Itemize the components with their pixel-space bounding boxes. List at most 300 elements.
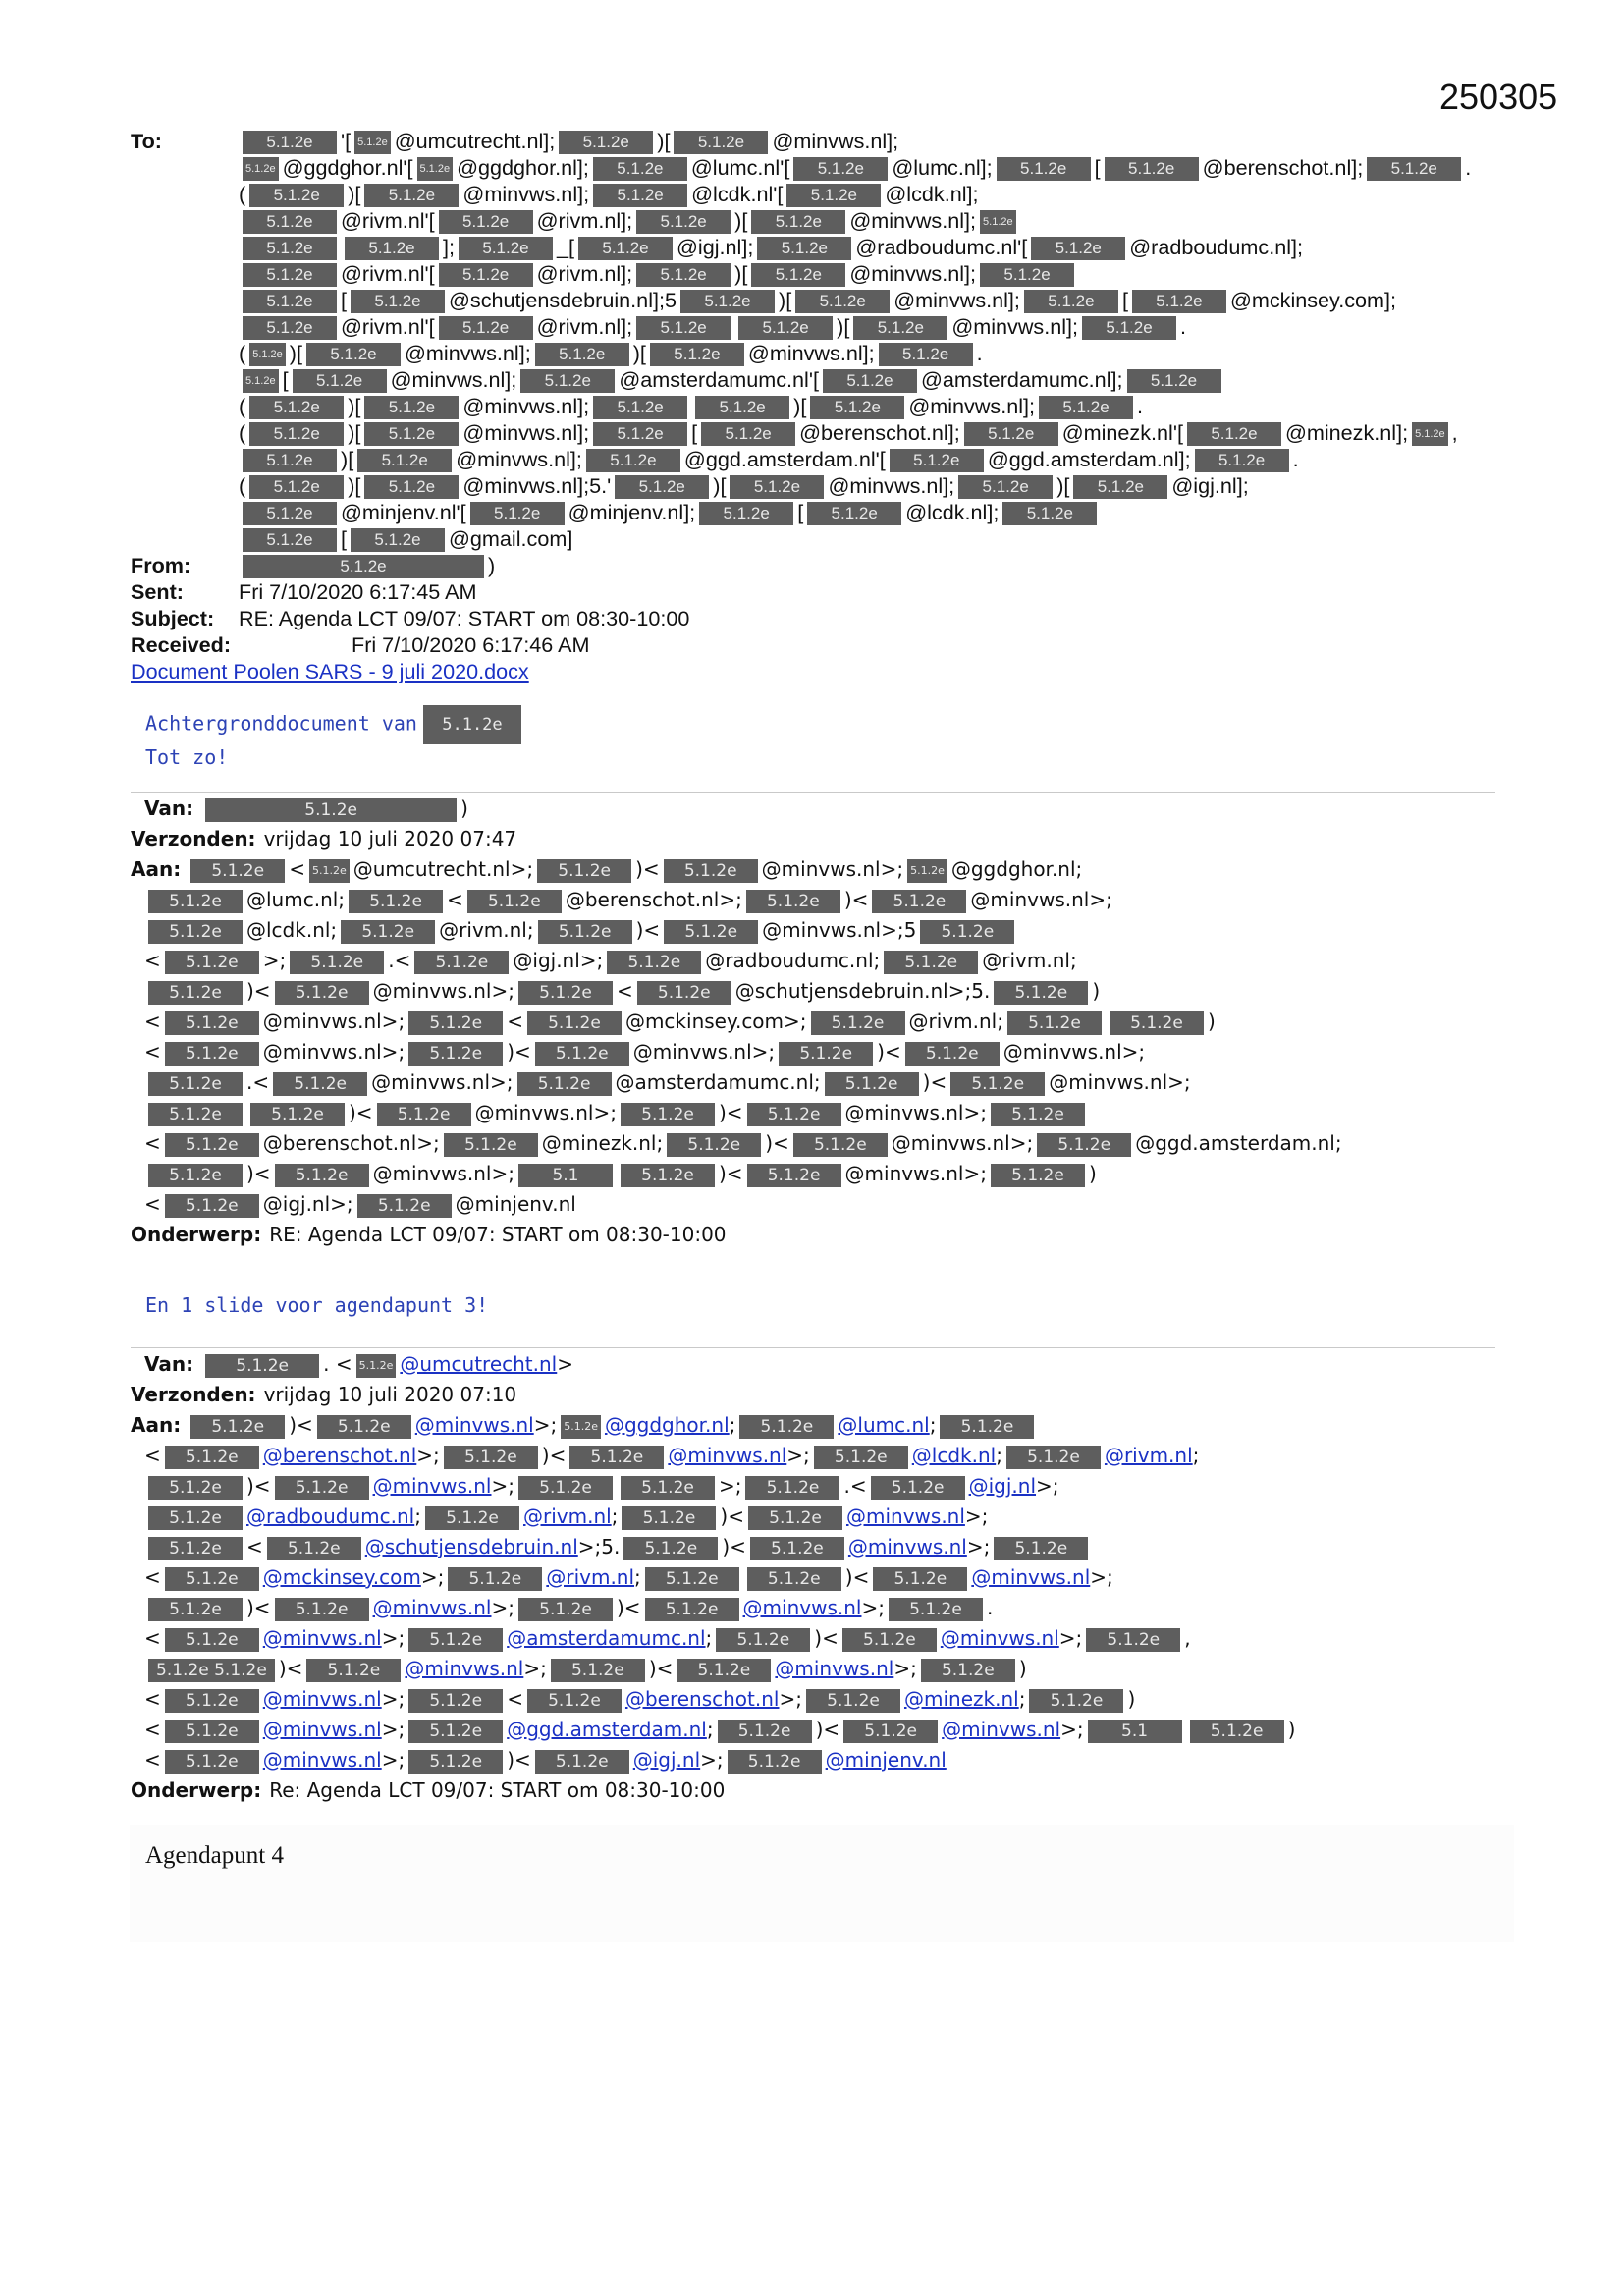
- recipient-text: .<: [246, 1070, 270, 1094]
- redaction: 5.1.2e: [739, 1415, 834, 1439]
- recipient-text: >;: [1058, 1626, 1083, 1650]
- recipient-text: >;: [491, 1596, 514, 1619]
- redaction: 5.1.2e: [417, 157, 454, 181]
- redaction: 5.1.2e: [1367, 157, 1461, 181]
- redaction: 5.1.2e: [793, 157, 888, 181]
- redaction: 5.1.2e: [607, 951, 701, 974]
- recipient-text: [: [797, 500, 804, 524]
- redaction: 5.1.2e: [871, 1476, 965, 1500]
- recipient-text: <: [246, 1535, 263, 1558]
- redaction: 5.1.2e: [444, 1446, 538, 1469]
- recipient-text: .<: [388, 949, 411, 972]
- recipient-text: @berenschot.nl>;: [262, 1131, 440, 1155]
- redaction: 5.1.2e: [745, 1476, 839, 1500]
- redaction: 5.1.2e: [950, 1072, 1045, 1096]
- recipient-text: @minvws.nl];: [462, 182, 590, 206]
- recipient-text: )<: [720, 1504, 744, 1528]
- redaction: 5.1.2e: [408, 1750, 503, 1774]
- recipient-text: ];: [443, 235, 455, 259]
- recipient-line: [131, 446, 1515, 472]
- subject-row: [131, 605, 1515, 631]
- redaction: 5.1.2e: [273, 1072, 367, 1096]
- recipient-text: .: [1180, 314, 1187, 339]
- redaction: 5.1: [1088, 1720, 1182, 1743]
- redaction: 5.1.2e: [645, 1567, 739, 1591]
- recipient-line: [131, 525, 1515, 552]
- email3-body: Agendapunt 4: [145, 1842, 284, 1869]
- recipient-text: @rivm.nl];: [536, 208, 633, 233]
- from-tail: ): [488, 553, 496, 577]
- recipient-line: [131, 472, 1515, 499]
- email-link[interactable]: @rivm.nl: [1104, 1444, 1193, 1467]
- redaction: 5.1.2e: [148, 920, 243, 944]
- recipient-text: >;: [523, 1657, 547, 1680]
- recipient-text: (: [239, 182, 246, 206]
- recipient-text: @radboudumc.nl'[: [855, 235, 1028, 259]
- redaction: 5.1.2e: [165, 1628, 259, 1652]
- redaction: 5.1.2e: [645, 1598, 739, 1621]
- recipient-text: >;: [1060, 1718, 1084, 1741]
- van-tail: ): [460, 796, 468, 820]
- redaction: 5.1.2e: [728, 1750, 822, 1774]
- redaction: 5.1.2e: [1029, 1689, 1123, 1713]
- recipient-text: )<: [922, 1070, 947, 1094]
- van-row: [131, 793, 1517, 824]
- email-link[interactable]: @minvws.nl: [414, 1413, 534, 1437]
- redaction: 5.1.2e: [165, 1567, 259, 1591]
- recipient-line: [131, 1189, 1517, 1220]
- van-label: Van:: [144, 796, 194, 820]
- recipient-text: @minvws.nl>;: [844, 1101, 987, 1124]
- redaction: 5.1.2e: [1132, 290, 1226, 313]
- recipient-text: ): [1088, 1162, 1097, 1185]
- redaction: 5.1.2e: [751, 263, 845, 287]
- email-link[interactable]: @minvws.nl: [775, 1657, 894, 1680]
- redaction: 5.1.2e: [341, 920, 435, 944]
- redaction: 5.1.2e: [637, 981, 731, 1005]
- redaction: 5.1.2e: [636, 210, 731, 234]
- redaction: 5.1.2e: [593, 157, 687, 181]
- recipient-text: @rivm.nl;: [439, 918, 534, 942]
- recipient-text: >;: [1090, 1565, 1113, 1589]
- subject-label: Subject:: [131, 606, 215, 630]
- recipient-text: @ggdghor.nl];: [457, 155, 589, 180]
- recipient-text: @lumc.nl'[: [690, 155, 790, 180]
- redaction: 5.1.2e: [243, 210, 337, 234]
- recipient-text: )<: [246, 1596, 271, 1619]
- recipient-text: >;: [577, 1535, 602, 1558]
- recipient-line: [131, 1128, 1517, 1159]
- redaction: 5.1.2e: [349, 890, 443, 913]
- recipient-text: )[: [348, 420, 361, 445]
- recipient-text: )<: [278, 1657, 303, 1680]
- email-link[interactable]: @minvws.nl: [742, 1596, 862, 1619]
- redaction: 5.1.2e: [699, 502, 793, 525]
- email-link[interactable]: @minvws.nl: [262, 1748, 382, 1772]
- redaction: 5.1.2e: [249, 184, 344, 207]
- recipient-text: @ggdghor.nl'[: [282, 155, 413, 180]
- recipient-line: [131, 234, 1515, 260]
- redaction: 5.1.2e: [667, 1133, 761, 1157]
- redaction: 5.1.2e: [890, 449, 984, 472]
- redaction: 5.1.2e: [408, 1720, 503, 1743]
- redaction: 5.1.2e: [148, 1506, 243, 1530]
- recipient-text: <: [144, 1131, 161, 1155]
- recipient-text: @amsterdamumc.nl'[: [619, 367, 819, 392]
- recipient-text: @minvws.nl>;: [1049, 1070, 1191, 1094]
- recipient-text: @igj.nl>;: [513, 949, 604, 972]
- received-value: Fri 7/10/2020 6:17:46 AM: [352, 632, 590, 657]
- redaction: 5.1.2e: [243, 290, 337, 313]
- email-link[interactable]: @minvws.nl: [847, 1535, 967, 1558]
- recipient-text: <: [144, 1192, 161, 1216]
- redaction: 5.1.2e: [905, 1042, 1000, 1066]
- redaction: 5.1.2e: [357, 1194, 452, 1218]
- recipient-text: @ggd.amsterdam.nl;: [1135, 1131, 1342, 1155]
- recipient-text: 5: [903, 918, 917, 942]
- recipient-text: @minvws.nl>;: [844, 1162, 987, 1185]
- email-link[interactable]: @minvws.nl: [668, 1444, 787, 1467]
- divider: [131, 1347, 1495, 1348]
- recipient-text: ;: [1192, 1444, 1200, 1467]
- email-link[interactable]: @igj.nl: [632, 1748, 701, 1772]
- redaction: 5.1.2e: [1024, 290, 1118, 313]
- redaction: 5.1.2e: [306, 343, 401, 366]
- redaction: 5.1.2e: [293, 369, 387, 393]
- recipient-text: )[: [837, 314, 850, 339]
- recipient-line: [131, 1562, 1517, 1593]
- email-link[interactable]: @amsterdamumc.nl: [507, 1626, 706, 1650]
- email-link[interactable]: @lumc.nl: [838, 1413, 930, 1437]
- email-link[interactable]: @minjenv.nl: [825, 1748, 947, 1772]
- recipient-text: @minvws.nl];: [462, 420, 590, 445]
- recipient-text: ;: [414, 1504, 421, 1528]
- recipient-text: [: [691, 420, 698, 445]
- recipient-text: @igj.nl>;: [262, 1192, 353, 1216]
- recipient-text: @schutjensdebruin.nl];: [449, 288, 665, 312]
- recipient-text: @minvws.nl>;: [371, 1070, 514, 1094]
- recipient-text: )<: [635, 918, 661, 942]
- recipient-text: @gmail.com]: [449, 526, 573, 551]
- redaction: 5.1.2e: [250, 1103, 345, 1126]
- redaction: 5.1.2e: [994, 1537, 1088, 1560]
- redaction: 5.1.2e: [823, 369, 917, 393]
- recipient-text: >;: [420, 1565, 445, 1589]
- recipient-text: ;: [929, 1413, 937, 1437]
- redaction: 5.1.2e: [538, 920, 632, 944]
- redaction: 5.1.2e: [275, 1164, 369, 1187]
- attachment-link[interactable]: Document Poolen SARS - 9 juli 2020.docx: [131, 659, 529, 683]
- redaction: 5.1.2e: [243, 131, 337, 154]
- sent-row: [131, 578, 1515, 605]
- redaction: 5.1.2e: [408, 1042, 503, 1066]
- recipient-text: )<: [507, 1040, 531, 1064]
- email-link[interactable]: @ggdghor.nl: [604, 1413, 730, 1437]
- recipient-text: @minvws.nl];: [849, 261, 977, 286]
- redaction: 5.1.2e: [243, 555, 484, 578]
- recipient-text: ,: [1184, 1626, 1191, 1650]
- aan-label: Aan:: [131, 857, 182, 881]
- recipient-text: @berenschot.nl];: [1202, 155, 1364, 180]
- redaction: 5.1.2e: [148, 1598, 243, 1621]
- redaction: 5.1.2e: [1190, 1720, 1284, 1743]
- recipient-text: <: [144, 1626, 161, 1650]
- recipient-text: @minvws.nl];: [849, 208, 977, 233]
- email-link[interactable]: @rivm.nl: [546, 1565, 635, 1589]
- recipient-text: >;: [861, 1596, 885, 1619]
- recipient-text: >;: [966, 1535, 991, 1558]
- redaction: 5.1.2e: [448, 1567, 542, 1591]
- body-text: Achtergronddocument van: [145, 711, 417, 736]
- recipient-line: [131, 499, 1515, 525]
- redaction: 5.1.2e: [795, 290, 890, 313]
- divider: [131, 792, 1495, 793]
- recipient-text: @ggd.amsterdam.nl];: [987, 447, 1191, 471]
- recipient-text: <: [144, 949, 161, 972]
- recipient-line: [131, 885, 1517, 915]
- redaction: 5.1.2e: [190, 1415, 285, 1439]
- van-label: Van:: [144, 1352, 194, 1376]
- redaction: 5.1.2e: [249, 422, 344, 446]
- redaction: 5.1.2e: [165, 1689, 259, 1713]
- recipient-text: @rivm.nl'[: [341, 314, 435, 339]
- recipient-text: <: [447, 888, 463, 911]
- recipient-text: <: [144, 1718, 161, 1741]
- recipient-text: @igj.nl];: [677, 235, 754, 259]
- recipient-line: [131, 393, 1515, 419]
- recipient-text: <: [289, 857, 305, 881]
- email-link[interactable]: @radboudumc.nl: [246, 1504, 415, 1528]
- recipient-text: .: [1292, 447, 1299, 471]
- redaction: 5.1.2e: [842, 1628, 937, 1652]
- redaction: 5.1.2e: [165, 1042, 259, 1066]
- redaction: 5.1.2e: [751, 210, 845, 234]
- email-link[interactable]: @minvws.nl: [845, 1504, 965, 1528]
- recipient-text: .<: [843, 1474, 867, 1498]
- recipient-text: )<: [843, 888, 869, 911]
- redaction: 5.1.2e: [243, 528, 337, 552]
- redaction: 5.1.2e: [439, 210, 533, 234]
- page-number: 250305: [1439, 77, 1558, 117]
- recipient-text: @umcutrecht.nl];: [394, 129, 556, 153]
- onderwerp-label: Onderwerp:: [131, 1223, 262, 1246]
- redaction: 5.1.2e: [997, 157, 1091, 181]
- email1-body: [145, 705, 1532, 770]
- recipient-line: [131, 207, 1515, 234]
- recipient-text: [: [341, 288, 347, 312]
- recipient-text: @berenschot.nl>;: [565, 888, 742, 911]
- redaction: 5.1.2e: [1082, 316, 1176, 340]
- email-link[interactable]: @lcdk.nl: [911, 1444, 997, 1467]
- redaction: 5.1.2e: [165, 951, 259, 974]
- redaction: 5.1.2e: [377, 1103, 471, 1126]
- recipient-text: )[: [657, 129, 671, 153]
- redaction: 5.1.2e: [1086, 1628, 1180, 1652]
- recipient-text: @minvws.nl];: [772, 129, 899, 153]
- redaction: 5.1.2e: [879, 343, 973, 366]
- recipient-text: ): [1127, 1687, 1136, 1711]
- redaction: 5.1.2e: [290, 951, 384, 974]
- redaction: 5.1.2e: [425, 1506, 519, 1530]
- recipient-line: [131, 1441, 1517, 1471]
- redaction: 5.1.2e: [423, 705, 521, 744]
- to-label: To:: [131, 129, 162, 153]
- recipient-text: [: [1121, 288, 1128, 312]
- redaction: 5.1.2e: [907, 859, 947, 883]
- redaction: 5.1.2e: [309, 859, 350, 883]
- recipient-line: [131, 1007, 1517, 1037]
- verzonden-value: vrijdag 10 juli 2020 07:10: [263, 1383, 517, 1406]
- recipient-text: (: [239, 420, 246, 445]
- redaction: 5.1.2e: [621, 1103, 715, 1126]
- redaction: 5.1.2e: [165, 1194, 259, 1218]
- redaction: 5.1.2e: [249, 343, 286, 366]
- redaction: 5.1.2e: [593, 396, 687, 419]
- van-tail: >: [557, 1352, 574, 1376]
- email-link[interactable]: @schutjensdebruin.nl: [364, 1535, 578, 1558]
- email-link[interactable]: @minezk.nl: [903, 1687, 1019, 1711]
- recipient-text: @minjenv.nl: [455, 1192, 576, 1216]
- recipient-text: )[: [348, 182, 361, 206]
- email-link[interactable]: @minvws.nl: [942, 1718, 1061, 1741]
- recipient-text: @minvws.nl];: [390, 367, 517, 392]
- redaction: 5.1.2e: [275, 981, 369, 1005]
- recipient-text: )<: [349, 1101, 373, 1124]
- redaction: 5.1.2e: [748, 1506, 842, 1530]
- email2-body: En 1 slide voor agendapunt 3!: [145, 1293, 489, 1317]
- recipient-text: )<: [289, 1413, 313, 1437]
- recipient-text: )[: [734, 261, 748, 286]
- redaction: 5.1.2e: [991, 1103, 1085, 1126]
- redaction: 5.1.2e: [843, 1720, 938, 1743]
- subject-value: RE: Agenda LCT 09/07: START om 08:30-10:00: [239, 606, 690, 630]
- email-link[interactable]: @minvws.nl: [262, 1626, 382, 1650]
- redaction: 5.1.2e: [1031, 237, 1125, 260]
- recipient-text: >;: [1036, 1474, 1059, 1498]
- redaction: 5.1.2e: [243, 237, 337, 260]
- redaction: 5.1.2e: [148, 1476, 243, 1500]
- email-link[interactable]: @rivm.nl: [522, 1504, 612, 1528]
- recipient-text: ): [1287, 1718, 1296, 1741]
- recipient-line: [131, 1159, 1517, 1189]
- recipient-line: [131, 287, 1515, 313]
- email-link[interactable]: @minvws.nl: [405, 1657, 524, 1680]
- recipient-text: @lcdk.nl];: [885, 182, 979, 206]
- recipient-text: @minvws.nl>;: [474, 1101, 617, 1124]
- redaction: 5.1.2e: [701, 422, 795, 446]
- recipient-text: )<: [844, 1565, 870, 1589]
- email-link[interactable]: @minvws.nl: [262, 1718, 382, 1741]
- recipient-line: [131, 915, 1517, 946]
- redaction: 5.1.2e: [561, 1415, 601, 1439]
- recipient-line: [131, 1654, 1517, 1684]
- recipient-text: )<: [722, 1535, 746, 1558]
- redaction: 5.1.2e: [964, 422, 1058, 446]
- onderwerp-row: [131, 1776, 1517, 1806]
- redaction: 5.1.2e: [1073, 475, 1167, 499]
- email-link[interactable]: @ggd.amsterdam.nl: [507, 1718, 707, 1741]
- redaction: 5.1.2e: [537, 859, 631, 883]
- recipient-text: <: [144, 1040, 161, 1064]
- recipient-text: @rivm.nl;: [982, 949, 1077, 972]
- recipient-text: >;: [964, 1504, 989, 1528]
- redaction: 5.1.2e: [730, 475, 824, 499]
- recipient-text: @minvws.nl];: [828, 473, 955, 498]
- redaction: 5.1.2e: [806, 1689, 900, 1713]
- body-text: Tot zo!: [145, 745, 229, 769]
- recipient-text: <: [144, 1748, 161, 1772]
- verzonden-row: [131, 824, 1517, 854]
- email-link[interactable]: @minvws.nl: [262, 1687, 382, 1711]
- onderwerp-label: Onderwerp:: [131, 1778, 262, 1802]
- email-link[interactable]: @minvws.nl: [372, 1474, 492, 1498]
- recipient-text: @rivm.nl];: [536, 261, 633, 286]
- recipient-text: @berenschot.nl];: [799, 420, 960, 445]
- redaction: 5.1.2e: [1002, 502, 1097, 525]
- redaction: 5.1.2e: [439, 263, 533, 287]
- recipient-text: 5.: [601, 1535, 621, 1558]
- recipient-text: @minvws.nl];: [908, 394, 1036, 418]
- recipient-line: [131, 1715, 1517, 1745]
- van-row: [131, 1349, 1517, 1380]
- email-link[interactable]: @minvws.nl: [971, 1565, 1091, 1589]
- recipient-text: @mckinsey.com];: [1229, 288, 1397, 312]
- recipient-text: )<: [765, 1131, 789, 1155]
- recipient-text: )[: [713, 473, 727, 498]
- email-link[interactable]: @minvws.nl: [940, 1626, 1059, 1650]
- redaction: 5.1.2e: [1195, 449, 1289, 472]
- redaction: 5.1.2e: [148, 1072, 243, 1096]
- redaction: 5.1.2e: [991, 1164, 1085, 1187]
- redaction: 5.1.2e: [364, 184, 459, 207]
- verzonden-value: vrijdag 10 juli 2020 07:47: [263, 827, 517, 850]
- redaction: 5.1.2e: [814, 1446, 908, 1469]
- redaction: 5.1.2e: [535, 343, 629, 366]
- redaction: 5.1.2e: [267, 1537, 361, 1560]
- redaction: 5.1.2e: [615, 475, 709, 499]
- redaction: 5.1.2e: [853, 316, 947, 340]
- aan-recipients: [131, 1410, 1517, 1776]
- received-row: [131, 631, 1515, 658]
- redaction: 5.1.2e: [793, 1133, 888, 1157]
- recipient-text: @schutjensdebruin.nl>;: [734, 979, 972, 1003]
- redaction: 5.1.2e: [459, 237, 553, 260]
- redaction: 5.1.2e: [535, 1750, 629, 1774]
- redaction: 5.1.2e: [351, 290, 445, 313]
- redaction: 5.1.2e: [408, 1628, 503, 1652]
- email-link[interactable]: @berenschot.nl: [262, 1444, 417, 1467]
- recipient-text: >;: [381, 1748, 406, 1772]
- recipient-text: (: [239, 473, 246, 498]
- recipient-text: @minvws.nl>;: [1002, 1040, 1146, 1064]
- email-link[interactable]: @mckinsey.com: [262, 1565, 421, 1589]
- redaction: 5.1.2e: [636, 263, 731, 287]
- redaction: 5.1.2e: [980, 263, 1074, 287]
- email-link[interactable]: @igj.nl: [968, 1474, 1037, 1498]
- recipient-text: @amsterdamumc.nl];: [920, 367, 1123, 392]
- redaction: 5.1.2e: [148, 890, 243, 913]
- van-email-link[interactable]: @umcutrecht.nl: [400, 1352, 558, 1376]
- redaction: 5.1.2e: [243, 369, 279, 393]
- email-link[interactable]: @minvws.nl: [372, 1596, 492, 1619]
- recipient-text: 5: [665, 288, 677, 312]
- verzonden-label: Verzonden:: [131, 827, 256, 850]
- email-link[interactable]: @berenschot.nl: [624, 1687, 780, 1711]
- recipient-text: @minvws.nl>;: [262, 1040, 406, 1064]
- redaction: 5.1.2e: [825, 1072, 919, 1096]
- redaction: 5.1.2e: [920, 920, 1014, 944]
- redaction: 5.1.2e: [249, 475, 344, 499]
